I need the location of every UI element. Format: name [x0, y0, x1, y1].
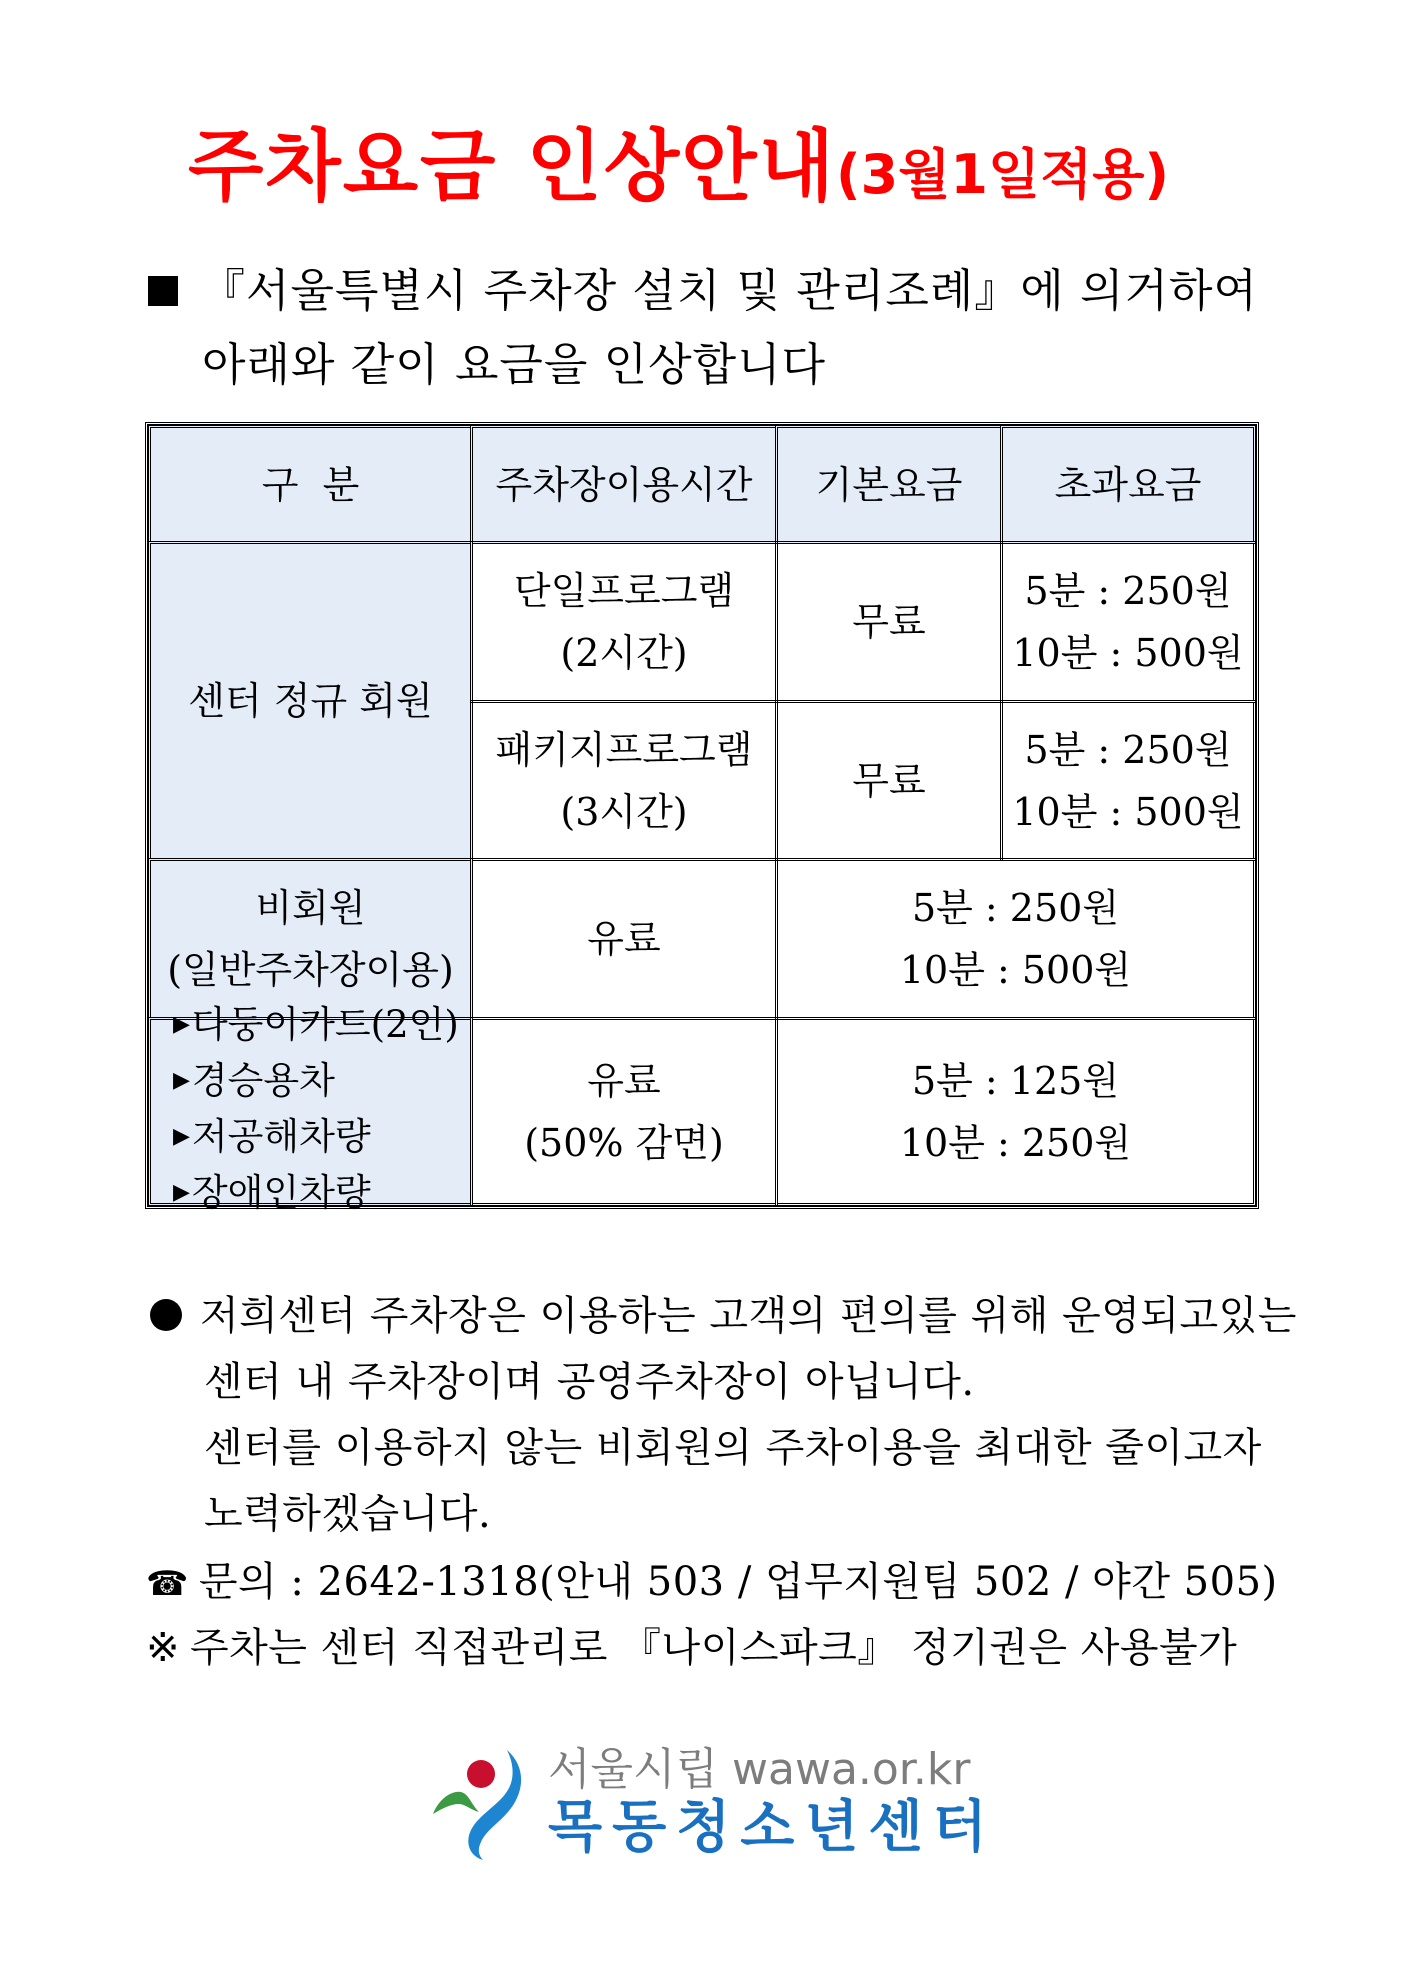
header-parking-time	[470, 425, 778, 544]
discount-time	[470, 1017, 778, 1206]
intro-line-2	[202, 338, 827, 391]
note-line-4	[204, 1491, 492, 1537]
note-text-2: 센터 내 주차장이며 공영주차장이 아닙니다.	[204, 1359, 975, 1405]
category-discount-vehicles	[148, 1002, 473, 1214]
extra-fee-5min: 5분 : 250원	[1024, 727, 1232, 772]
reference-mark-icon: ※	[146, 1625, 181, 1671]
discount-item-compact-car: ▶ 경승용차	[173, 1056, 335, 1112]
intro-text-2: 아래와 같이 요금을 인상합니다	[202, 338, 827, 391]
title-main: 주차요금 인상안내	[188, 122, 836, 212]
paid-label: 유료	[587, 917, 661, 961]
category-non-member	[148, 858, 473, 1020]
extra-fee-10min: 10분 : 250원	[899, 1120, 1132, 1165]
discount-item-multichild-card: ▶ 다둥이카드(2인)	[173, 1000, 459, 1056]
extra-fee-10min: 10분 : 500원	[1012, 631, 1244, 675]
note-text-3: 센터를 이용하지 않는 비회원의 주차이용을 최대한 줄이고자	[204, 1425, 1262, 1471]
discount-item-low-emission: ▶ 저공해차량	[173, 1112, 371, 1168]
extra-fee-5min: 5분 : 250원	[1024, 569, 1232, 613]
fee-table	[145, 422, 1259, 1214]
intro-line-1	[148, 264, 1258, 317]
paid-label: 유료	[587, 1058, 661, 1103]
logo-center-name: 목동청소년센터	[548, 1795, 997, 1860]
member-single-extra-fee	[1000, 541, 1256, 703]
header-extra-fee-label: 초과요금	[1054, 462, 1202, 507]
non-member-time	[470, 858, 778, 1020]
contact-line	[146, 1559, 1278, 1605]
single-program-label: 단일프로그램	[513, 569, 735, 613]
header-base-fee-label: 기본요금	[815, 462, 963, 507]
title-effective-date: (3월1일적용)	[835, 143, 1170, 206]
discount-item-disabled: ▶ 장애인차량	[173, 1168, 371, 1224]
intro-text-1: 『서울특별시 주차장 설치 및 관리조례』에 의거하여	[200, 264, 1258, 317]
round-bullet-icon	[150, 1299, 182, 1331]
remark-text: 주차는 센터 직접관리로 『나이스파크』 정기권은 사용불가	[190, 1625, 1238, 1671]
member-package-base-fee	[775, 700, 1003, 861]
member-package-time	[470, 700, 778, 861]
extra-fee-10min: 10분 : 500원	[899, 948, 1132, 992]
phone-icon: ☎	[146, 1564, 189, 1604]
extra-fee-5min: 5분 : 125원	[911, 1058, 1120, 1103]
member-package-extra-fee	[1000, 700, 1256, 861]
discount-rate-label: (50% 감면)	[524, 1120, 724, 1165]
member-single-time	[470, 541, 778, 703]
discount-extra-fee	[775, 1017, 1256, 1206]
seoul-symbol-icon	[425, 1742, 535, 1862]
category-member-label: 센터 정규 회원	[188, 679, 433, 723]
remark-line	[146, 1625, 1238, 1671]
header-extra-fee	[1000, 425, 1256, 544]
note-line-1	[150, 1293, 1297, 1339]
member-single-base-fee	[775, 541, 1003, 703]
page-title	[188, 122, 1170, 212]
header-parking-time-label: 주차장이용시간	[495, 462, 753, 507]
non-member-label: 비회원	[255, 886, 366, 930]
non-member-sublabel: (일반주차장이용)	[167, 948, 454, 992]
base-fee-value: 무료	[852, 758, 926, 803]
note-line-3	[204, 1425, 1262, 1471]
contact-text: 문의 : 2642-1318(안내 503 / 업무지원팀 502 / 야간 505)	[198, 1559, 1278, 1605]
package-program-hours: (3시간)	[560, 789, 688, 834]
header-category-label: 구 분	[261, 462, 360, 507]
single-program-hours: (2시간)	[560, 631, 688, 675]
package-program-label: 패키지프로그램	[495, 727, 753, 772]
note-text-4: 노력하겠습니다.	[204, 1491, 492, 1537]
extra-fee-10min: 10분 : 500원	[1012, 789, 1244, 834]
base-fee-value: 무료	[852, 600, 926, 644]
header-base-fee	[775, 425, 1003, 544]
non-member-extra-fee	[775, 858, 1256, 1020]
square-bullet-icon	[148, 276, 178, 306]
category-member	[148, 541, 473, 861]
note-text-1: 저희센터 주차장은 이용하는 고객의 편의를 위해 운영되고있는	[200, 1293, 1297, 1339]
header-category	[148, 425, 473, 544]
extra-fee-5min: 5분 : 250원	[911, 886, 1120, 930]
note-line-2	[204, 1359, 975, 1405]
logo-subtitle: 서울시립 wawa.or.kr	[548, 1744, 971, 1795]
